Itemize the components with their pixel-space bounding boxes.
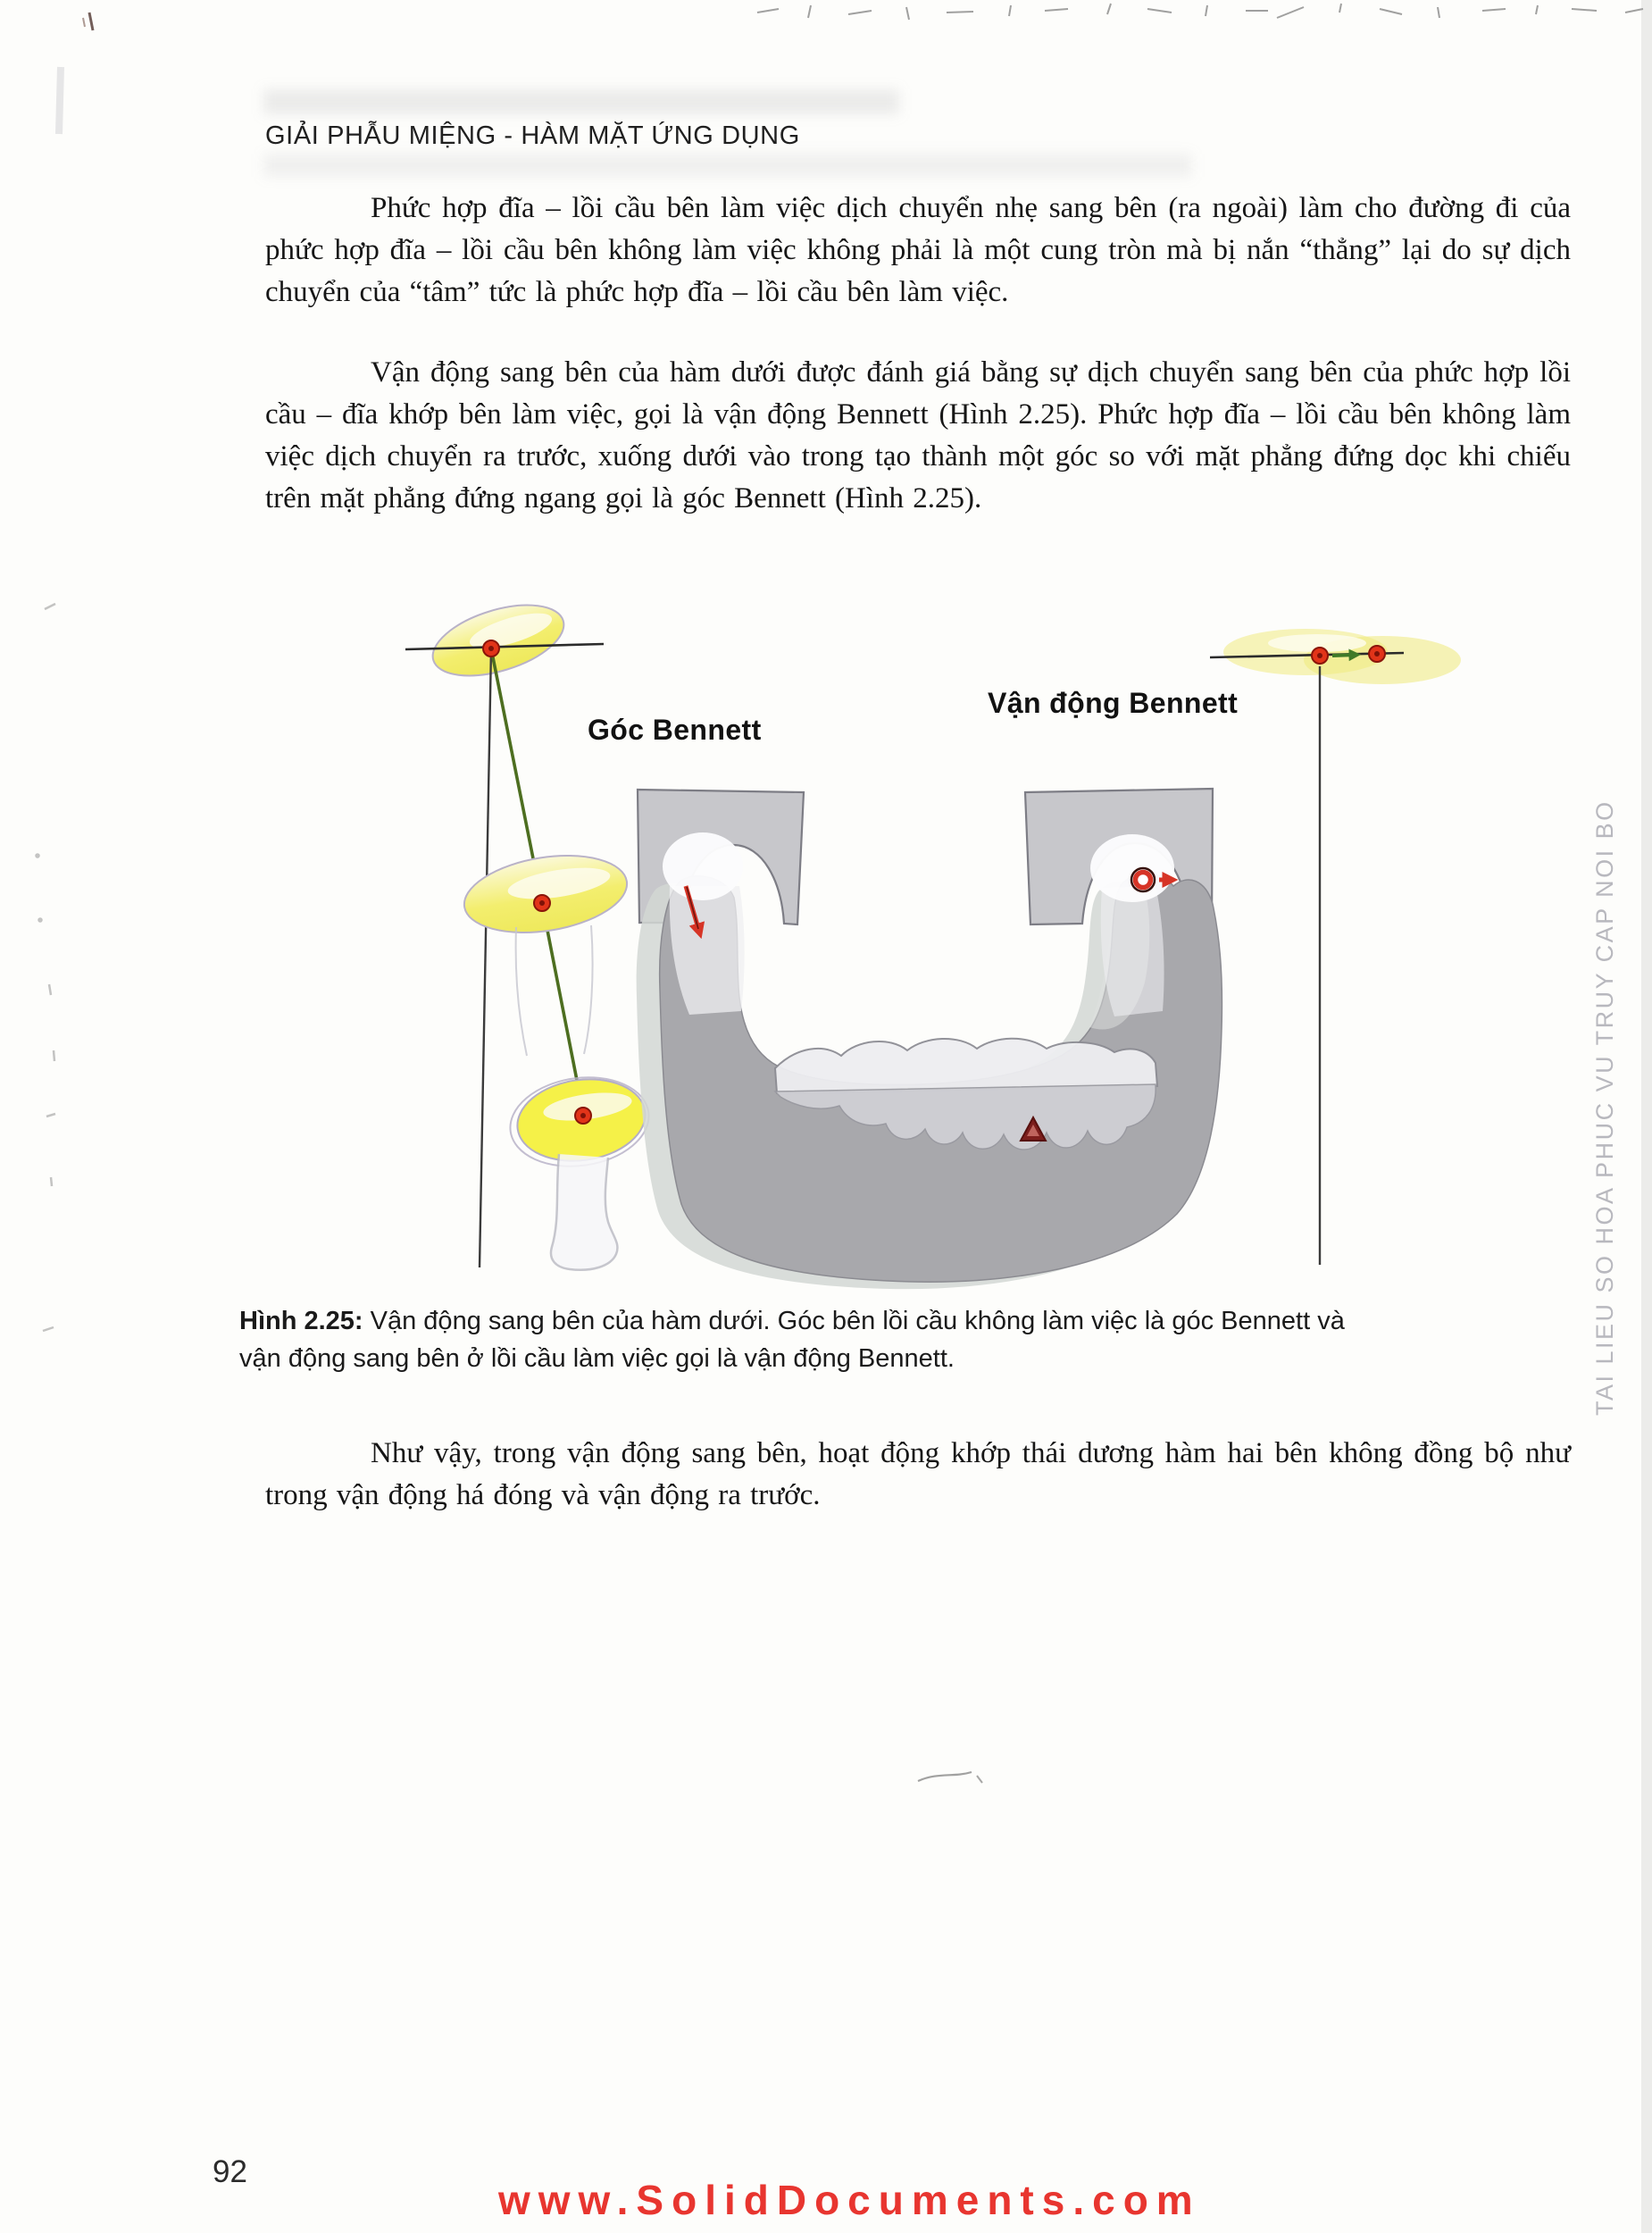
side-watermark: TAI LIEU SO HOA PHUC VU TRUY CAP NOI BO <box>1591 799 1618 1416</box>
figure-2-25-illustration <box>384 572 1447 1286</box>
mandible-drawing <box>637 789 1222 1289</box>
bennett-angle-diagram <box>405 591 655 1269</box>
figure-label-bennett-movement: Vận động Bennett <box>988 687 1239 719</box>
figure-caption <box>239 1302 1581 1377</box>
page-number: 92 <box>213 2154 247 2189</box>
footer-watermark-clip <box>498 2177 1266 2223</box>
figure-caption-line1: Vận động sang bên của hàm dưới. Góc bên lồi cầu không làm việc là góc Bennett và <box>363 1307 1345 1335</box>
paragraph-2: Vận động sang bên của hàm dưới được đánh giá bằng sự dịch chuyển sang bên của phức hợp lồi cầu – đĩa khớp bên làm việc, gọi là vận động Bennett (Hình 2.25). Phức hợp đĩa – lồi cầu bên không làm việc dịch chuyển ra trước, xuống dưới vào trong tạo thành một góc so với mặt phẳng đứng dọc khi chiếu trên mặt phẳng đứng ngang gọi là góc Bennett (Hình 2.25). <box>265 356 1571 514</box>
bennett-movement-diagram <box>1210 629 1461 1265</box>
figure-label-bennett-angle: Góc Bennett <box>588 714 762 746</box>
scan-smudge <box>263 89 899 114</box>
figure-caption-number: Hình 2.25: <box>239 1307 363 1335</box>
scan-smudge <box>263 154 1192 177</box>
figure-caption-line2: vận động sang bên ở lồi cầu làm việc gọi là vận động Bennett. <box>239 1344 955 1373</box>
paragraph-1: Phức hợp đĩa – lồi cầu bên làm việc dịch chuyển nhẹ sang bên (ra ngoài) làm cho đường đi của phức hợp đĩa – lồi cầu bên không làm việc không phải là một cung tròn mà bị nắn “thẳng” lại do sự dịch chuyển của “tâm” tức là phức hợp đĩa – lồi cầu bên làm việc. <box>265 192 1571 308</box>
paragraph-3: Như vậy, trong vận động sang bên, hoạt động khớp thái dương hàm hai bên không đồng bộ như trong vận động há đóng và vận động ra trước. <box>265 1437 1571 1511</box>
running-header: GIẢI PHẪU MIỆNG - HÀM MẶT ỨNG DỤNG <box>265 121 800 150</box>
footer-watermark: www.SolidDocuments.com <box>498 2177 1201 2223</box>
